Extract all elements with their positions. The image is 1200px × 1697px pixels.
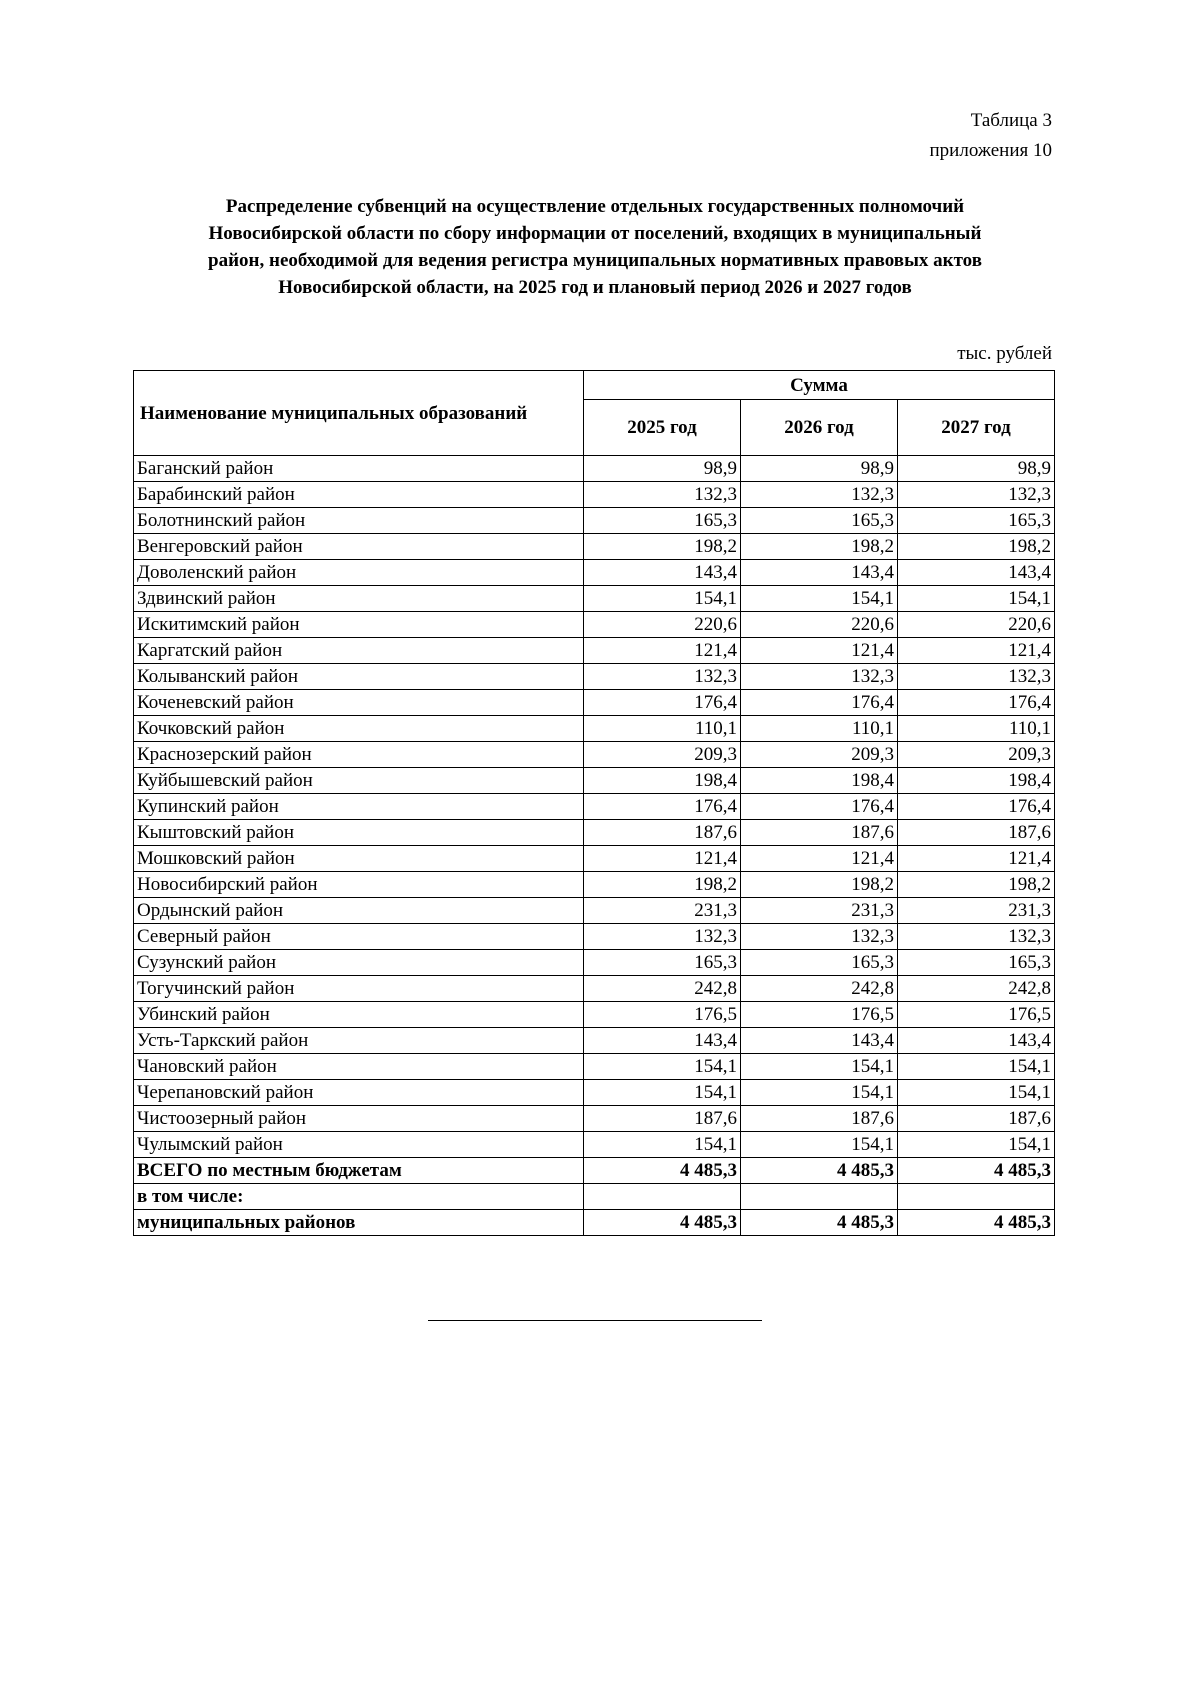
table-row	[134, 794, 1055, 820]
amount-cell: 132,3	[741, 664, 898, 690]
municipality-name: в том числе:	[134, 1184, 584, 1210]
municipality-name: Чулымский район	[134, 1132, 584, 1158]
table-row	[134, 482, 1055, 508]
amount-cell: 231,3	[898, 898, 1055, 924]
amount-cell: 220,6	[898, 612, 1055, 638]
amount-cell: 121,4	[584, 638, 741, 664]
amount-cell: 220,6	[741, 612, 898, 638]
amount-cell: 143,4	[584, 560, 741, 586]
municipality-name: Купинский район	[134, 794, 584, 820]
amount-cell: 198,4	[741, 768, 898, 794]
municipality-name: Новосибирский район	[134, 872, 584, 898]
amount-cell: 198,2	[741, 534, 898, 560]
table-row	[134, 1106, 1055, 1132]
amount-cell: 176,4	[584, 794, 741, 820]
municipality-name: Мошковский район	[134, 846, 584, 872]
column-header-name: Наименование муниципальных образований	[134, 371, 584, 456]
amount-cell: 198,4	[898, 768, 1055, 794]
column-header-year: 2025 год	[584, 400, 741, 456]
table-row	[134, 1080, 1055, 1106]
amount-cell: 143,4	[898, 560, 1055, 586]
amount-cell: 154,1	[741, 1080, 898, 1106]
amount-cell: 143,4	[898, 1028, 1055, 1054]
amount-cell: 176,4	[741, 690, 898, 716]
amount-cell: 132,3	[741, 482, 898, 508]
municipality-name: Ордынский район	[134, 898, 584, 924]
amount-cell: 132,3	[584, 924, 741, 950]
amount-cell: 198,2	[584, 534, 741, 560]
amount-cell: 187,6	[898, 1106, 1055, 1132]
amount-cell: 187,6	[741, 1106, 898, 1132]
table-row	[134, 664, 1055, 690]
table-row	[134, 716, 1055, 742]
closing-rule	[428, 1320, 762, 1321]
amount-cell: 154,1	[584, 1054, 741, 1080]
table-row	[134, 456, 1055, 482]
municipality-name: Убинский район	[134, 1002, 584, 1028]
column-header-year: 2026 год	[741, 400, 898, 456]
amount-cell: 176,5	[584, 1002, 741, 1028]
amount-cell: 198,4	[584, 768, 741, 794]
amount-cell: 154,1	[898, 1132, 1055, 1158]
amount-cell: 242,8	[584, 976, 741, 1002]
amount-cell: 4 485,3	[898, 1210, 1055, 1236]
amount-cell: 110,1	[741, 716, 898, 742]
amount-cell: 165,3	[584, 950, 741, 976]
amount-cell: 154,1	[741, 586, 898, 612]
municipality-name: Куйбышевский район	[134, 768, 584, 794]
column-header-year: 2027 год	[898, 400, 1055, 456]
title-line: Новосибирской области по сбору информации от поселений, входящих в муниципальный	[208, 223, 982, 244]
municipality-name: Северный район	[134, 924, 584, 950]
amount-cell: 176,5	[898, 1002, 1055, 1028]
column-header-sum: Сумма	[584, 371, 1055, 400]
amount-cell: 187,6	[741, 820, 898, 846]
amount-cell: 4 485,3	[584, 1158, 741, 1184]
amount-cell: 198,2	[898, 872, 1055, 898]
amount-cell: 176,4	[741, 794, 898, 820]
amount-cell: 98,9	[584, 456, 741, 482]
amount-cell: 98,9	[741, 456, 898, 482]
amount-cell: 4 485,3	[898, 1158, 1055, 1184]
amount-cell: 187,6	[584, 1106, 741, 1132]
table-row	[134, 820, 1055, 846]
amount-cell: 209,3	[584, 742, 741, 768]
amount-cell: 121,4	[584, 846, 741, 872]
amount-cell: 132,3	[584, 482, 741, 508]
municipality-name: Баганский район	[134, 456, 584, 482]
title-line: Новосибирской области, на 2025 год и плановый период 2026 и 2027 годов	[278, 277, 912, 298]
table-row	[134, 846, 1055, 872]
amount-cell: 154,1	[584, 1132, 741, 1158]
table-row	[134, 1002, 1055, 1028]
table-row	[134, 1028, 1055, 1054]
amount-cell: 143,4	[584, 1028, 741, 1054]
amount-cell: 154,1	[741, 1132, 898, 1158]
table-row	[134, 924, 1055, 950]
municipality-name: Чистоозерный район	[134, 1106, 584, 1132]
municipality-name: Здвинский район	[134, 586, 584, 612]
amount-cell: 231,3	[741, 898, 898, 924]
amount-cell: 110,1	[898, 716, 1055, 742]
municipality-name: Барабинский район	[134, 482, 584, 508]
municipality-name: Тогучинский район	[134, 976, 584, 1002]
amount-cell: 242,8	[898, 976, 1055, 1002]
amount-cell: 198,2	[898, 534, 1055, 560]
table-row	[134, 638, 1055, 664]
amount-cell: 121,4	[898, 846, 1055, 872]
amount-cell: 132,3	[584, 664, 741, 690]
unit-label: тыс. рублей	[957, 343, 1052, 364]
amount-cell: 143,4	[741, 560, 898, 586]
amount-cell: 132,3	[898, 664, 1055, 690]
amount-cell: 165,3	[898, 950, 1055, 976]
table-row	[134, 872, 1055, 898]
amount-cell	[584, 1184, 741, 1210]
table-row	[134, 560, 1055, 586]
amount-cell: 121,4	[741, 846, 898, 872]
table-row	[134, 586, 1055, 612]
amount-cell: 220,6	[584, 612, 741, 638]
municipality-name: Каргатский район	[134, 638, 584, 664]
amount-cell: 132,3	[898, 482, 1055, 508]
municipality-name: Усть-Таркский район	[134, 1028, 584, 1054]
amount-cell: 165,3	[741, 508, 898, 534]
amount-cell: 143,4	[741, 1028, 898, 1054]
amount-cell: 176,4	[898, 690, 1055, 716]
municipality-name: Колыванский район	[134, 664, 584, 690]
table-row	[134, 612, 1055, 638]
municipality-name: муниципальных районов	[134, 1210, 584, 1236]
amount-cell: 165,3	[584, 508, 741, 534]
table-row	[134, 1054, 1055, 1080]
amount-cell: 176,4	[584, 690, 741, 716]
amount-cell: 154,1	[584, 586, 741, 612]
table-row	[134, 1132, 1055, 1158]
amount-cell	[898, 1184, 1055, 1210]
amount-cell: 209,3	[741, 742, 898, 768]
table-row	[134, 976, 1055, 1002]
subvention-table	[133, 370, 1055, 1236]
amount-cell: 4 485,3	[584, 1210, 741, 1236]
amount-cell: 165,3	[741, 950, 898, 976]
municipality-name: ВСЕГО по местным бюджетам	[134, 1158, 584, 1184]
municipality-name: Краснозерский район	[134, 742, 584, 768]
amount-cell: 198,2	[741, 872, 898, 898]
table-row	[134, 690, 1055, 716]
amount-cell: 132,3	[741, 924, 898, 950]
amount-cell: 198,2	[584, 872, 741, 898]
total-row	[134, 1184, 1055, 1210]
amount-cell: 165,3	[898, 508, 1055, 534]
municipality-name: Доволенский район	[134, 560, 584, 586]
amount-cell: 121,4	[741, 638, 898, 664]
amount-cell: 98,9	[898, 456, 1055, 482]
table-row	[134, 950, 1055, 976]
amount-cell: 154,1	[898, 1054, 1055, 1080]
amount-cell	[741, 1184, 898, 1210]
amount-cell: 154,1	[898, 586, 1055, 612]
table-row	[134, 534, 1055, 560]
amount-cell: 154,1	[898, 1080, 1055, 1106]
municipality-name: Кыштовский район	[134, 820, 584, 846]
municipality-name: Искитимский район	[134, 612, 584, 638]
total-row	[134, 1210, 1055, 1236]
amount-cell: 4 485,3	[741, 1158, 898, 1184]
amount-cell: 121,4	[898, 638, 1055, 664]
amount-cell: 209,3	[898, 742, 1055, 768]
municipality-name: Кочковский район	[134, 716, 584, 742]
table-number: Таблица 3	[970, 110, 1052, 131]
title-line: район, необходимой для ведения регистра муниципальных нормативных правовых актов	[208, 250, 982, 271]
table-row	[134, 768, 1055, 794]
municipality-name: Сузунский район	[134, 950, 584, 976]
title-line: Распределение субвенций на осуществление отдельных государственных полномочий	[225, 196, 965, 217]
municipality-name: Чановский район	[134, 1054, 584, 1080]
amount-cell: 110,1	[584, 716, 741, 742]
table-row	[134, 742, 1055, 768]
amount-cell: 187,6	[898, 820, 1055, 846]
table-row	[134, 898, 1055, 924]
amount-cell: 132,3	[898, 924, 1055, 950]
municipality-name: Болотнинский район	[134, 508, 584, 534]
municipality-name: Венгеровский район	[134, 534, 584, 560]
amount-cell: 154,1	[741, 1054, 898, 1080]
amount-cell: 4 485,3	[741, 1210, 898, 1236]
municipality-name: Коченевский район	[134, 690, 584, 716]
amount-cell: 242,8	[741, 976, 898, 1002]
amount-cell: 176,5	[741, 1002, 898, 1028]
municipality-name: Черепановский район	[134, 1080, 584, 1106]
amount-cell: 154,1	[584, 1080, 741, 1106]
table-row	[134, 508, 1055, 534]
total-row	[134, 1158, 1055, 1184]
amount-cell: 187,6	[584, 820, 741, 846]
document-title	[130, 193, 1060, 301]
appendix-label: приложения 10	[929, 140, 1052, 161]
amount-cell: 176,4	[898, 794, 1055, 820]
amount-cell: 231,3	[584, 898, 741, 924]
